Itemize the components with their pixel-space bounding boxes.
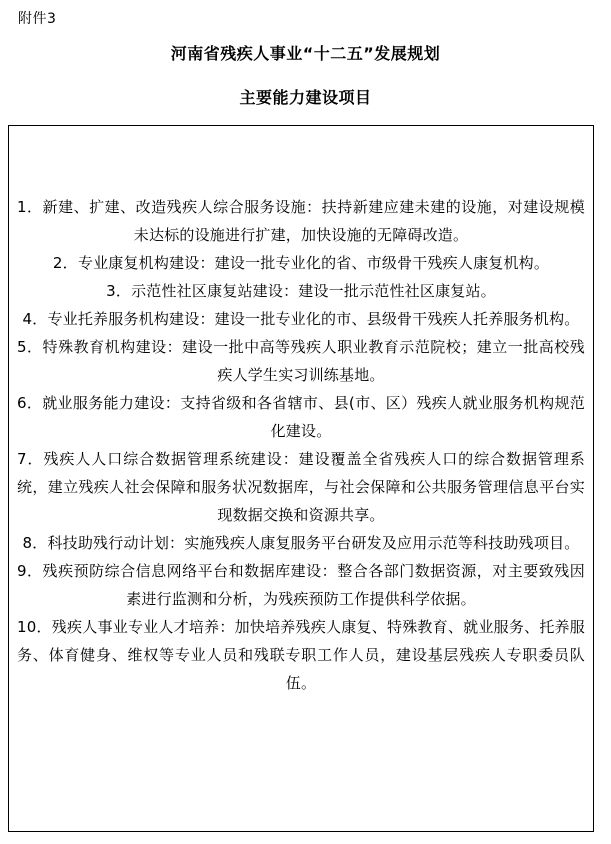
content-frame [8, 125, 594, 832]
page-title: 河南省残疾人事业“十二五”发展规划 [170, 44, 441, 63]
list-item: 6．就业服务能力建设：支持省级和各省辖市、县(市、区）残疾人就业服务机构规范化建设。 [17, 394, 585, 440]
page-subtitle: 主要能力建设项目 [239, 88, 372, 107]
list-item: 10．残疾人事业专业人才培养：加快培养残疾人康复、特殊教育、就业服务、托养服务、体育健身、维权等专业人员和残联专职工作人员，建设基层残疾人专职委员队伍。 [17, 618, 585, 692]
list-item: 1．新建、扩建、改造残疾人综合服务设施：扶持新建应建未建的设施，对建设规模未达标的设施进行扩建，加快设施的无障碍改造。 [17, 198, 585, 244]
list-item: 5．特殊教育机构建设：建设一批中高等残疾人职业教育示范院校；建立一批高校残疾人学生实习训练基地。 [17, 338, 585, 384]
list-item: 9．残疾预防综合信息网络平台和数据库建设：整合各部门数据资源，对主要致残因素进行监测和分析，为残疾预防工作提供科学依据。 [17, 562, 585, 608]
title-block [0, 42, 611, 110]
list-item: 7．残疾人人口综合数据管理系统建设：建设覆盖全省残疾人口的综合数据管理系统，建立残疾人社会保障和服务状况数据库，与社会保障和公共服务管理信息平台实现数据交换和资源共享。 [17, 450, 585, 524]
list-item: 8．科技助残行动计划：实施残疾人康复服务平台研发及应用示范等科技助残项目。 [22, 534, 580, 552]
project-list [9, 126, 593, 697]
list-item: 3．示范性社区康复站建设：建设一批示范性社区康复站。 [106, 282, 496, 300]
list-item: 4．专业托养服务机构建设：建设一批专业化的市、县级骨干残疾人托养服务机构。 [22, 310, 580, 328]
attachment-label: 附件3 [18, 11, 57, 27]
list-item: 2．专业康复机构建设：建设一批专业化的省、市级骨干残疾人康复机构。 [52, 254, 550, 272]
